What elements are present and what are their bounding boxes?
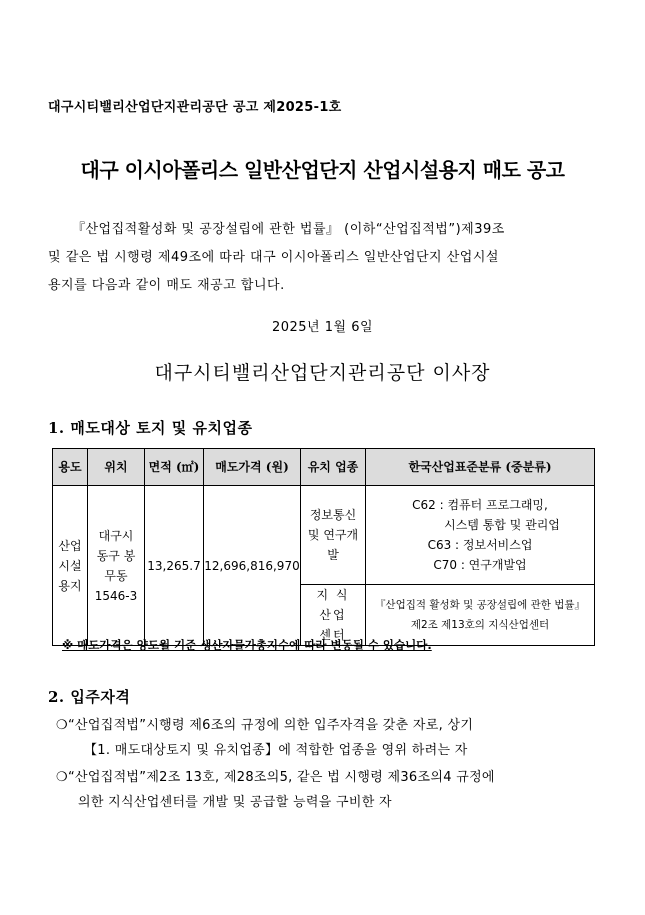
code-line-3: C63 : 정보서비스업 (427, 538, 533, 552)
cell-price: 12,696,816,970 (204, 486, 301, 646)
code-line-4: C70 : 연구개발업 (433, 558, 527, 572)
section-1-heading: 1. 매도대상 토지 및 유치업종 (48, 419, 253, 437)
signatory: 대구시티밸리산업단지관리공단 이사장 (154, 362, 491, 384)
qualification-2 (56, 765, 601, 815)
qualification-1-line-1: ❍“산업집적법”시행령 제6조의 규정에 의한 입주자격을 갖춘 자로, 상기 (56, 718, 474, 733)
header-industry: 유치 업종 (301, 449, 366, 486)
table-header-row (53, 449, 595, 486)
land-table (52, 448, 595, 646)
intro-line-2: 및 같은 법 시행령 제49조에 따라 대구 이시아폴리스 일반산업단지 산업시설 (48, 250, 499, 265)
standard-2-line-1: 『산업집적 활성화 및 공장설립에 관한 법률』 (374, 599, 586, 611)
header-standard: 한국산업표준분류 (중분류) (366, 449, 595, 486)
qualification-2-line-2: 의한 지식산업센터를 개발 및 공급할 능력을 구비한 자 (78, 795, 392, 810)
qualification-2-line-1: ❍“산업집적법”제2조 13호, 제28조의5, 같은 법 시행령 제36조의4 규정에 (56, 770, 495, 785)
code-line-1: C62 : 컴퓨터 프로그래밍, (412, 498, 548, 512)
cell-industry-2: 지 식 산업센터 (301, 585, 366, 646)
page-title: 대구 이시아폴리스 일반산업단지 산업시설용지 매도 공고 (80, 158, 565, 182)
header-price: 매도가격 (원) (204, 449, 301, 486)
intro-line-1: 『산업집적활성화 및 공장설립에 관한 법률』 (이하“산업집적법”)제39조 (72, 222, 505, 237)
header-use: 용도 (53, 449, 88, 486)
header-area: 면적 (㎡) (145, 449, 204, 486)
qualification-1-line-2: 【1. 매도대상토지 및 유치업종】에 적합한 업종을 영위 하려는 자 (84, 743, 468, 758)
cell-area: 13,265.7 (145, 486, 204, 646)
intro-paragraph (48, 216, 601, 300)
section-2-heading: 2. 입주자격 (48, 688, 131, 706)
cell-use: 산업 시설 용지 (53, 486, 88, 646)
qualification-1 (56, 713, 601, 763)
table-row (53, 486, 595, 585)
cell-industry-1: 정보통신 및 연구개발 (301, 486, 366, 585)
cell-location: 대구시 동구 봉무동 1546-3 (88, 486, 145, 646)
cell-standard-1 (366, 486, 595, 585)
header-location: 위치 (88, 449, 145, 486)
price-note: ※ 매도가격은 양도월 기준 생산자물가총지수에 따라 변동될 수 있습니다. (62, 638, 432, 652)
code-line-2: 시스템 통합 및 관리업 (444, 518, 560, 532)
intro-line-3: 용지를 다음과 같이 매도 재공고 합니다. (48, 278, 285, 293)
standard-2-line-2: 제2조 제13호의 지식산업센터 (410, 619, 550, 631)
notice-number: 대구시티밸리산업단지관리공단 공고 제2025-1호 (48, 100, 342, 115)
notice-date: 2025년 1월 6일 (271, 320, 374, 335)
